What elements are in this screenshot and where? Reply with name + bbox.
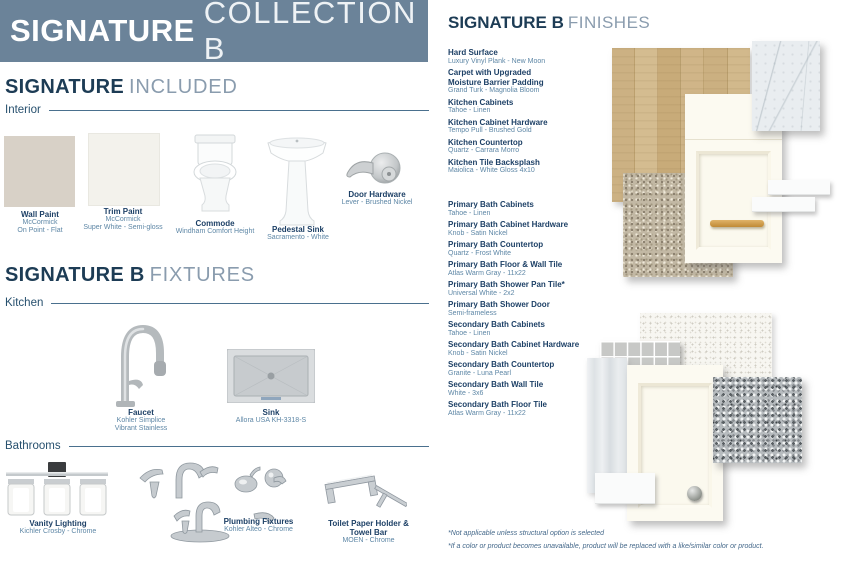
commode-image — [184, 134, 246, 219]
vanity-lighting-image — [4, 460, 110, 523]
nickel-knob-icon — [687, 486, 702, 501]
finish-item: Primary Bath Cabinet Hardware Knob - Satin Nickel — [448, 220, 569, 237]
faucet-label: Faucet Kohler Simplice Vibrant Stainless — [114, 408, 168, 432]
finish-item: Secondary Bath Floor Tile Atlas Warm Gray - 11x22 — [448, 400, 547, 417]
banner-title-light: COLLECTION B — [203, 0, 417, 66]
trim-paint-label: Trim Paint McCormick Super White - Semi-gloss — [83, 207, 163, 231]
wall-paint-label: Wall Paint McCormick On Point - Flat — [17, 210, 63, 234]
vanity-lighting-label: Vanity Lighting Kichler Crosby - Chrome — [19, 519, 97, 535]
interior-label: Interior — [5, 104, 41, 116]
finish-item: Secondary Bath Wall Tile White - 3x6 — [448, 380, 544, 397]
finish-item: Primary Bath Shower Door Semi-frameless — [448, 300, 550, 317]
finish-item: Primary Bath Floor & Wall Tile Atlas Warm Gray - 11x22 — [448, 260, 563, 277]
door-hardware-label: Door Hardware Lever - Brushed Nickel — [341, 190, 413, 206]
wall-paint-swatch — [4, 136, 75, 207]
finish-item: Secondary Bath Cabinets Tahoe - Linen — [448, 320, 545, 337]
subway-tile-swatch — [752, 197, 815, 212]
banner-title-bold: SIGNATURE — [10, 13, 195, 48]
finish-item: Secondary Bath Countertop Granite - Luna Pearl — [448, 360, 555, 377]
interior-divider-line — [49, 110, 429, 111]
footnote-availability: *If a color or product becomes unavailable, product will be replaced with a like/similar color or product. — [448, 543, 764, 550]
finish-item: Hard Surface Luxury Vinyl Plank - New Moon — [448, 48, 546, 65]
fixtures-heading: SIGNATURE B FIXTURES — [5, 264, 255, 286]
plumbing-fixtures-image — [138, 458, 288, 548]
quartz-carrara-swatch — [752, 41, 820, 131]
toilet-paper-holder-image — [322, 468, 407, 525]
finish-item: Kitchen Cabinets Tahoe - Linen — [448, 97, 514, 114]
kitchen-sink-image — [227, 349, 315, 408]
page-banner — [0, 0, 428, 66]
finish-item: Kitchen Countertop Quartz - Carrara Morro — [448, 137, 523, 154]
trim-paint-swatch — [88, 133, 160, 206]
kitchen-section-rule — [5, 297, 429, 309]
finish-item: Primary Bath Countertop Quartz - Frost White — [448, 240, 544, 257]
finish-item: Secondary Bath Cabinet Hardware Knob - Satin Nickel — [448, 340, 580, 357]
included-heading: SIGNATURE INCLUDED — [5, 76, 238, 98]
kitchen-faucet-image — [113, 319, 169, 412]
granite-luna-pearl-swatch — [713, 377, 802, 463]
finishes-list-baths — [448, 200, 608, 420]
pedestal-sink-image — [266, 135, 328, 232]
kitchen-divider-line — [51, 303, 429, 304]
white-3x6-tile-swatch — [595, 473, 655, 504]
bathrooms-divider-line — [69, 446, 429, 447]
bathrooms-section-rule — [5, 440, 429, 452]
commode-label: Commode Windham Comfort Height — [175, 219, 255, 235]
finish-item: Primary Bath Cabinets Tahoe - Linen — [448, 200, 534, 217]
finishes-list-kitchen — [448, 48, 608, 178]
finish-item: Kitchen Cabinet Hardware Tempo Pull - Brushed Gold — [448, 117, 548, 134]
kitchen-label: Kitchen — [5, 297, 44, 309]
toilet-paper-holder-label: Toilet Paper Holder & Towel Bar MOEN - Chrome — [328, 519, 409, 544]
plumbing-fixtures-label: Plumbing Fixtures Kohler Alteo - Chrome — [223, 517, 294, 533]
finish-item: Carpet with Upgraded Moisture Barrier Padding Grand Turk - Magnolia Bloom — [448, 68, 544, 94]
finish-item: Kitchen Tile Backsplash Maiolica - White Gloss 4x10 — [448, 157, 540, 174]
finish-item: Primary Bath Shower Pan Tile* Universal White - 2x2 — [448, 280, 565, 297]
finishes-heading: SIGNATURE B FINISHES — [448, 13, 651, 32]
pedestal-sink-label: Pedestal Sink Sacramento - White — [267, 225, 329, 241]
interior-section-rule — [5, 104, 429, 116]
bathrooms-label: Bathrooms — [5, 440, 61, 452]
gold-pull-icon — [710, 220, 764, 227]
sink-label: Sink Allora USA KH-3318-S — [235, 408, 307, 424]
footnote-structural: *Not applicable unless structural option is selected — [448, 530, 605, 537]
subway-tile-swatch — [768, 180, 830, 195]
